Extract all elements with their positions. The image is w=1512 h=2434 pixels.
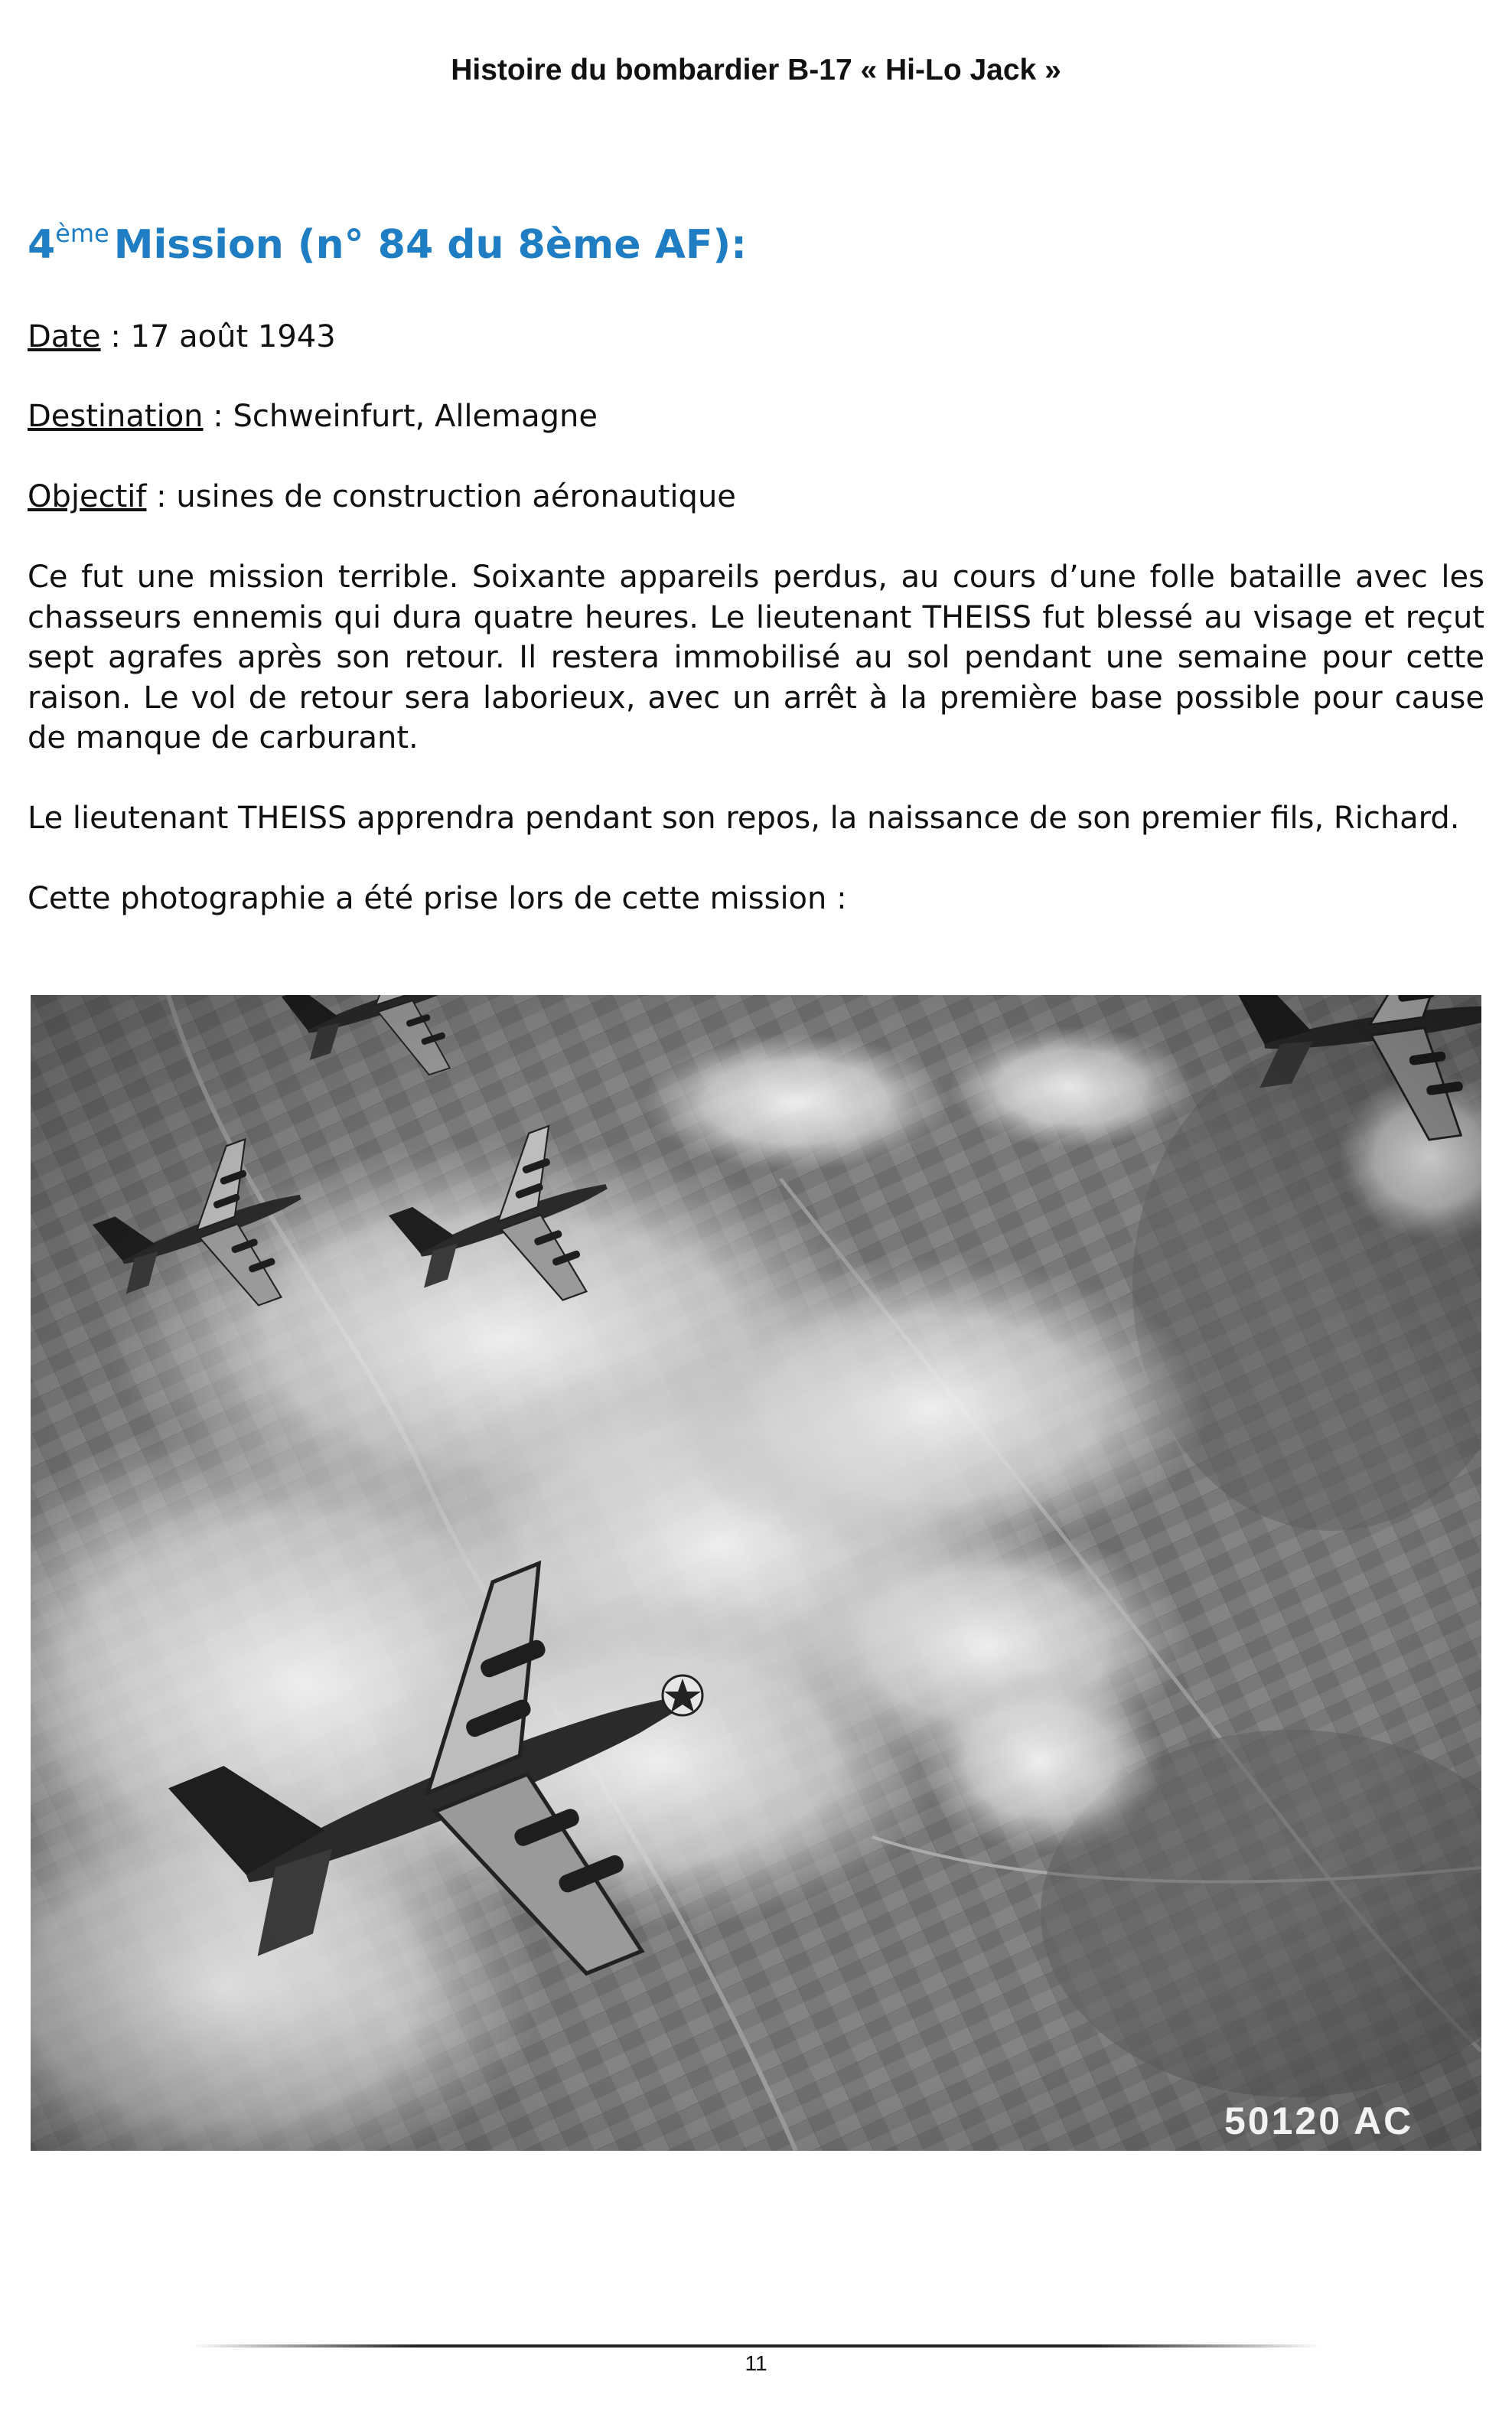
page-number: 11 [745, 2351, 767, 2375]
photo-intro-paragraph: Cette photographie a été prise lors de cette mission : [28, 881, 847, 916]
footer-divider [191, 2344, 1321, 2348]
mission-heading-text: Mission (n° 84 du 8ème AF): [113, 222, 747, 268]
mission-number-suffix: ème [55, 219, 109, 248]
mission-heading [28, 219, 747, 268]
date-label: Date [28, 319, 101, 354]
date-value: : 17 août 1943 [100, 319, 336, 354]
mission-photograph [31, 995, 1481, 2151]
mission-description-paragraph: Ce fut une mission terrible. Soixante appareils perdus, au cours d’une folle bataille avec les chasseurs ennemis qui dura quatre heures. Le lieutenant THEISS fut blessé au visage et reçut sept agrafes après son retour. Il restera immobilisé au sol pendant une semaine pour cette raison. Le vol de retour sera laborieux, avec un arrêt à la première base possible pour cause de manque de carburant. [28, 560, 1484, 755]
objective-value: : usines de construction aéronautique [146, 479, 736, 514]
date-field [28, 317, 336, 357]
photo-serial-number: 50120 AC [1224, 2100, 1414, 2142]
objective-label: Objectif [28, 479, 147, 514]
page-header: Histoire du bombardier B-17 « Hi-Lo Jack » [451, 54, 1061, 86]
birth-paragraph: Le lieutenant THEISS apprendra pendant son repos, la naissance de son premier fils, Richard. [28, 801, 1460, 836]
destination-value: : Schweinfurt, Allemagne [203, 399, 598, 434]
destination-label: Destination [28, 399, 204, 434]
objective-field [28, 477, 736, 517]
mission-number: 4 [28, 222, 56, 268]
destination-field [28, 396, 598, 436]
